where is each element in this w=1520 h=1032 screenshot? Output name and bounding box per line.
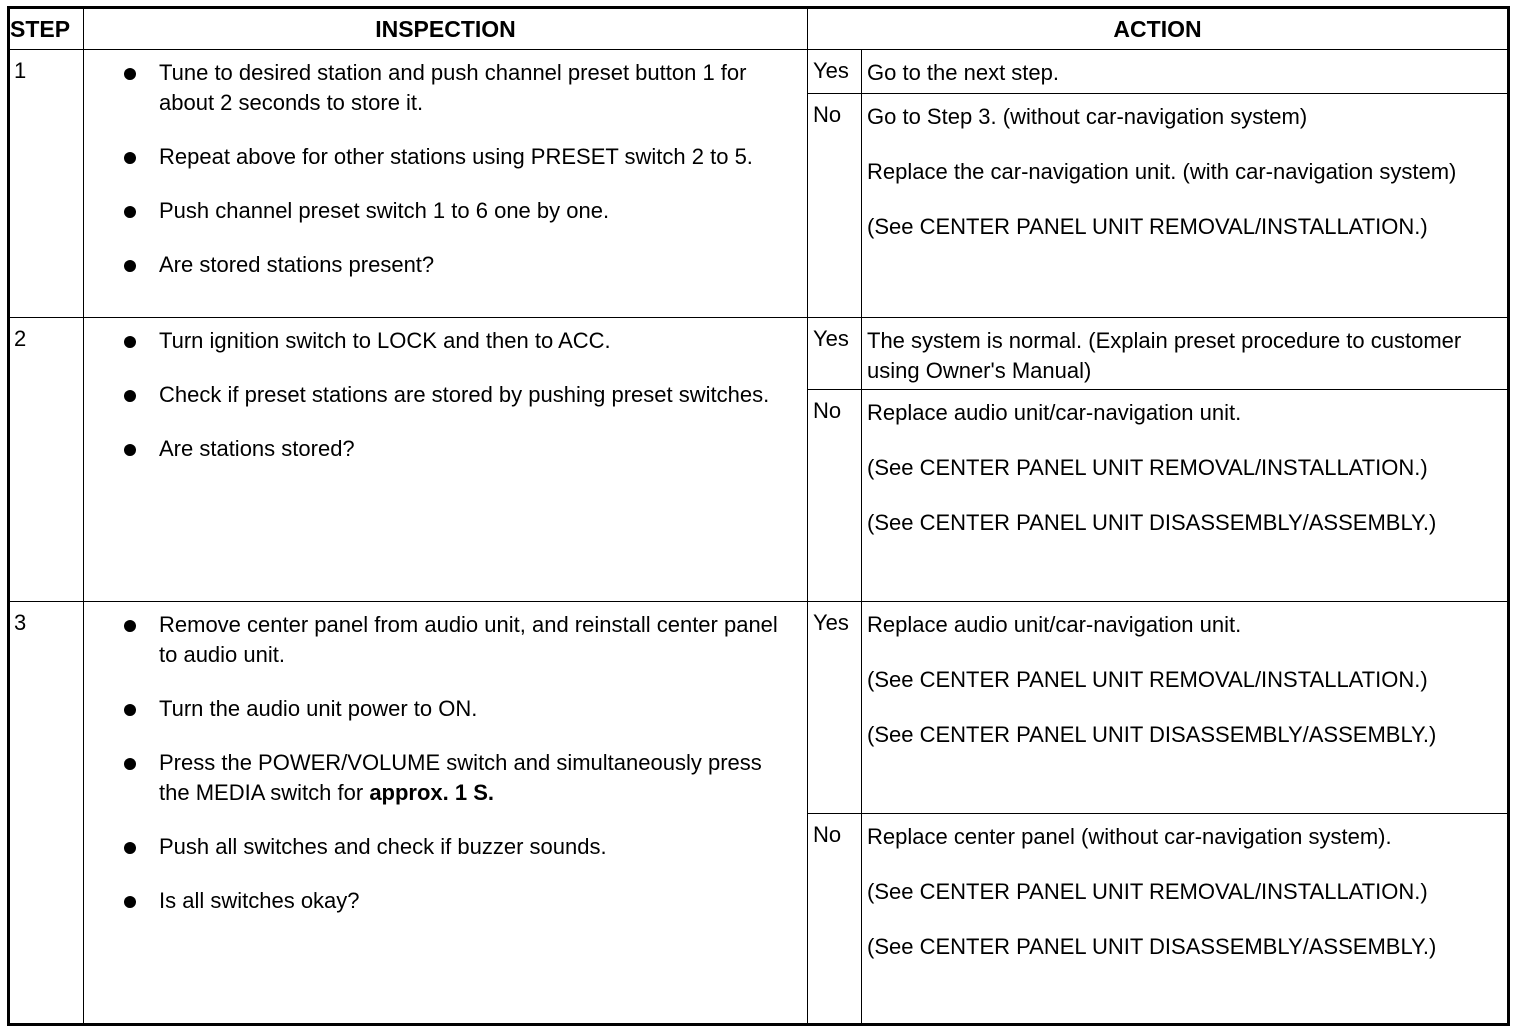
header-action: ACTION <box>808 8 1509 50</box>
yes-label: Yes <box>808 50 862 94</box>
step-number: 3 <box>9 602 84 1025</box>
action-text: (See CENTER PANEL UNIT REMOVAL/INSTALLATION.) <box>867 455 1428 480</box>
list-item: Are stored stations present? <box>124 250 787 280</box>
action-text: Go to Step 3. (without car-navigation system) <box>867 104 1308 129</box>
table-row <box>9 602 1509 814</box>
header-row <box>9 8 1509 50</box>
yes-action-cell <box>862 602 1509 814</box>
step-number: 2 <box>9 318 84 602</box>
yes-action-cell <box>862 318 1509 390</box>
table-row <box>9 318 1509 390</box>
diagnostic-table <box>7 6 1510 1026</box>
yes-label: Yes <box>808 318 862 390</box>
list-item: Push all switches and check if buzzer sounds. <box>124 832 787 862</box>
no-label: No <box>808 390 862 602</box>
list-item: Turn the audio unit power to ON. <box>124 694 787 724</box>
list-item: Repeat above for other stations using PRESET switch 2 to 5. <box>124 142 787 172</box>
table-row <box>9 50 1509 94</box>
no-action-cell <box>862 814 1509 1025</box>
action-text: Replace center panel (without car-navigation system). <box>867 824 1392 849</box>
list-item: Push channel preset switch 1 to 6 one by one. <box>124 196 787 226</box>
action-text: (See CENTER PANEL UNIT REMOVAL/INSTALLATION.) <box>867 667 1428 692</box>
inspection-cell <box>84 318 808 602</box>
action-text: (See CENTER PANEL UNIT DISASSEMBLY/ASSEMBLY.) <box>867 934 1437 959</box>
action-text: Replace audio unit/car-navigation unit. <box>867 400 1242 425</box>
action-text: (See CENTER PANEL UNIT REMOVAL/INSTALLATION.) <box>867 879 1428 904</box>
list-item: Remove center panel from audio unit, and reinstall center panel to audio unit. <box>124 610 787 670</box>
duration-emphasis: approx. 1 S. <box>369 780 495 805</box>
yes-label: Yes <box>808 602 862 814</box>
list-item: Is all switches okay? <box>124 886 787 916</box>
inspection-cell <box>84 602 808 1025</box>
inspection-cell <box>84 50 808 318</box>
list-item: Tune to desired station and push channel preset button 1 for about 2 seconds to store it. <box>124 58 787 118</box>
step-number: 1 <box>9 50 84 318</box>
action-text: Go to the next step. <box>867 60 1060 85</box>
list-item: Turn ignition switch to LOCK and then to ACC. <box>124 326 787 356</box>
no-action-cell <box>862 390 1509 602</box>
yes-action-cell <box>862 50 1509 94</box>
action-text: (See CENTER PANEL UNIT DISASSEMBLY/ASSEMBLY.) <box>867 510 1437 535</box>
action-text: Replace the car-navigation unit. (with car-navigation system) <box>867 159 1457 184</box>
header-inspection: INSPECTION <box>84 8 808 50</box>
list-item: Are stations stored? <box>124 434 787 464</box>
instruction-text: Press the POWER/VOLUME switch and simultaneously press the MEDIA switch for <box>159 750 762 805</box>
action-text: The system is normal. (Explain preset procedure to customer using Owner's Manual) <box>867 328 1462 383</box>
no-label: No <box>808 94 862 318</box>
no-label: No <box>808 814 862 1025</box>
list-item <box>124 748 787 808</box>
header-step: STEP <box>9 8 84 50</box>
no-action-cell <box>862 94 1509 318</box>
action-text: (See CENTER PANEL UNIT REMOVAL/INSTALLATION.) <box>867 214 1428 239</box>
list-item: Check if preset stations are stored by pushing preset switches. <box>124 380 787 410</box>
action-text: Replace audio unit/car-navigation unit. <box>867 612 1242 637</box>
action-text: (See CENTER PANEL UNIT DISASSEMBLY/ASSEMBLY.) <box>867 722 1437 747</box>
